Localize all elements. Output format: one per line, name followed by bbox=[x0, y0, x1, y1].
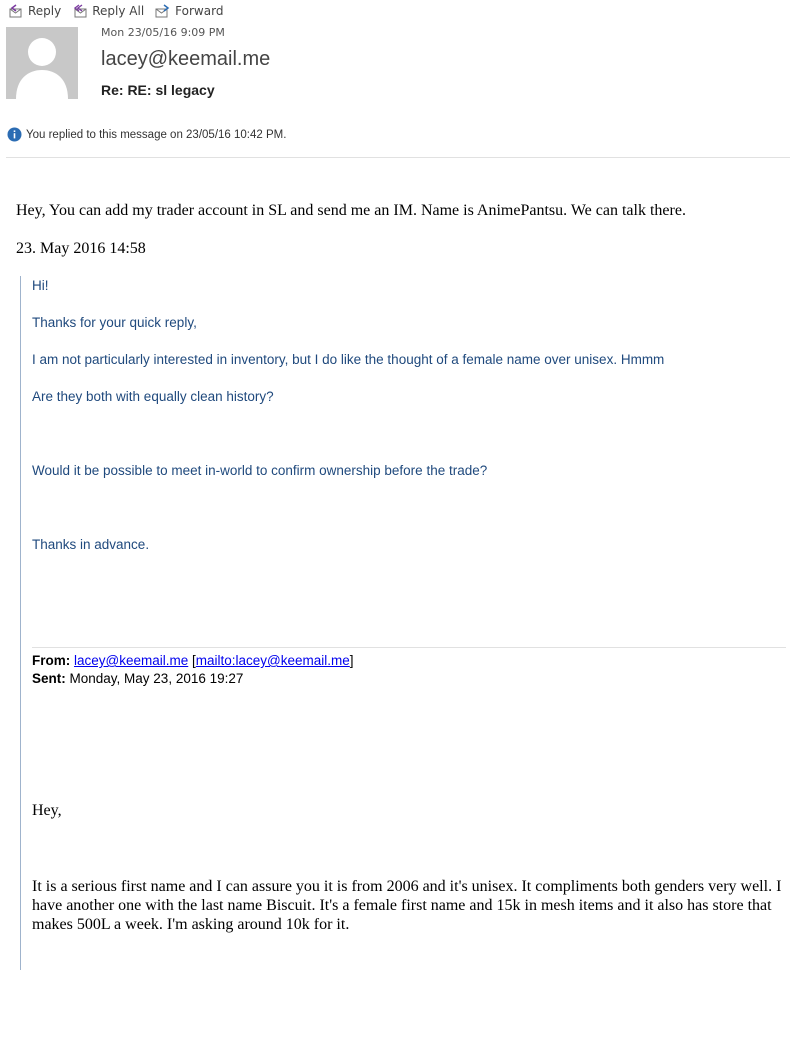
quoted-line: Thanks in advance. bbox=[32, 537, 150, 552]
quoted-line: Would it be possible to meet in-world to confirm ownership before the trade? bbox=[32, 463, 488, 478]
forward-label: Forward bbox=[175, 4, 224, 18]
avatar bbox=[6, 27, 78, 99]
reply-button[interactable] bbox=[8, 4, 61, 18]
sender-email[interactable]: lacey@keemail.me bbox=[101, 48, 271, 70]
sent-value: Monday, May 23, 2016 19:27 bbox=[69, 671, 244, 686]
quoted-line: I am not particularly interested in inventory, but I do like the thought of a female name over unisex. Hmmm bbox=[32, 352, 665, 367]
quoted-line: Are they both with equally clean history? bbox=[32, 389, 274, 404]
original-greeting: Hey, bbox=[32, 802, 62, 819]
info-bar bbox=[7, 127, 286, 142]
reply-all-label: Reply All bbox=[92, 4, 145, 18]
quoted-line: Thanks for your quick reply, bbox=[32, 315, 197, 330]
info-text: You replied to this message on 23/05/16 10:42 PM. bbox=[26, 128, 287, 141]
forward-icon bbox=[155, 4, 171, 18]
forward-button[interactable] bbox=[155, 4, 223, 18]
original-paragraph: It is a serious first name and I can assure you it is from 2006 and it's unisex. It compliments both genders very well. I have another one with the last name Biscuit. It's a female first name and 15k in mesh items and it also has store that makes 500L a week. I'm asking around 10k for it. bbox=[32, 878, 782, 933]
mailto-link[interactable]: mailto:lacey@keemail.me bbox=[195, 653, 350, 668]
from-email-link[interactable]: lacey@keemail.me bbox=[74, 653, 189, 668]
reply-all-button[interactable] bbox=[72, 4, 144, 18]
original-message-separator bbox=[32, 647, 786, 648]
sent-label: Sent: bbox=[32, 671, 66, 686]
from-label: From: bbox=[32, 653, 71, 668]
reply-all-icon bbox=[72, 4, 88, 18]
original-from-line: From: lacey@keemail.me [mailto:lacey@keemail.me] bbox=[32, 653, 354, 668]
header-divider bbox=[6, 157, 790, 158]
reply-label: Reply bbox=[28, 4, 62, 18]
message-toolbar bbox=[8, 2, 234, 20]
reply-icon bbox=[8, 4, 24, 18]
quoted-greeting: Hi! bbox=[32, 278, 49, 293]
quote-border bbox=[20, 276, 21, 970]
reply-text: Hey, You can add my trader account in SL and send me an IM. Name is AnimePantsu. We can talk there. bbox=[16, 202, 686, 219]
message-subject: Re: RE: sl legacy bbox=[101, 82, 215, 98]
person-silhouette-icon bbox=[6, 27, 78, 99]
reply-date: 23. May 2016 14:58 bbox=[16, 240, 146, 257]
message-date: Mon 23/05/16 9:09 PM bbox=[101, 26, 225, 39]
info-icon bbox=[7, 127, 22, 142]
original-sent-line bbox=[32, 671, 243, 686]
